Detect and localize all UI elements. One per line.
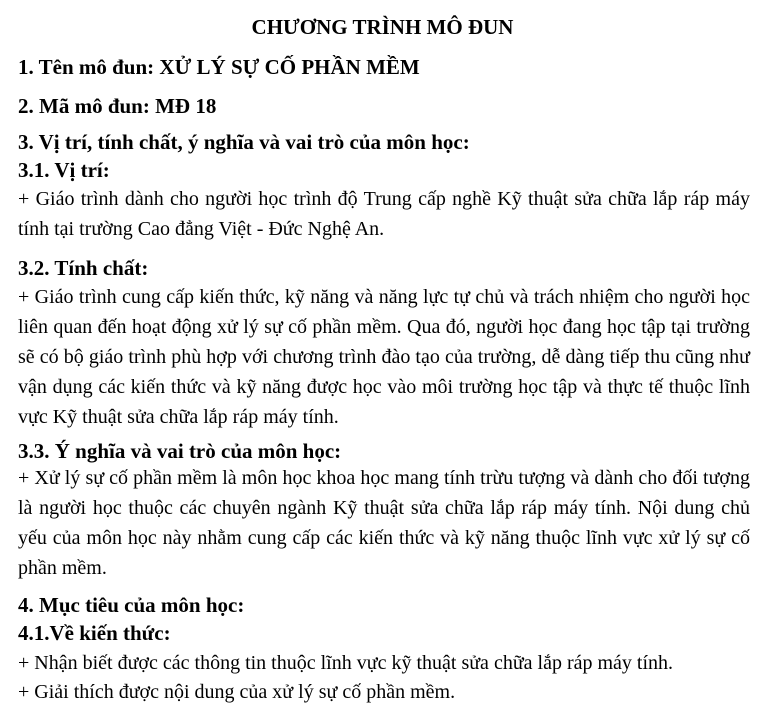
paragraph-4-1-b: + Giải thích được nội dung của xử lý sự cố phần mềm.: [18, 681, 456, 703]
heading-4-1: 4.1.Về kiến thức:: [18, 621, 171, 645]
heading-module-name: 1. Tên mô đun: XỬ LÝ SỰ CỐ PHẦN MỀM: [18, 55, 420, 79]
document-title: CHƯƠNG TRÌNH MÔ ĐUN: [251, 15, 514, 39]
heading-3-2: 3.2. Tính chất:: [18, 256, 149, 280]
paragraph-3-3: + Xử lý sự cố phần mềm là môn học khoa học mang tính trừu tượng và dành cho đối tượng là người học thuộc các chuyên ngành Kỹ thuật sửa chữa lắp ráp máy tính. Nội dung chủ yếu của môn học này nhằm cung cấp các kiến thức và kỹ năng thuộc lĩnh vực xử lý sự cố phần mềm.: [18, 467, 750, 579]
heading-3-1: 3.1. Vị trí:: [18, 158, 110, 182]
heading-module-code: 2. Mã mô đun: MĐ 18: [18, 94, 217, 118]
paragraph-3-1: + Giáo trình dành cho người học trình độ Trung cấp nghề Kỹ thuật sửa chữa lắp ráp máy tính tại trường Cao đẳng Việt - Đức Nghệ An.: [18, 188, 750, 240]
heading-3-3: 3.3. Ý nghĩa và vai trò của môn học:: [18, 439, 342, 463]
heading-section-3: 3. Vị trí, tính chất, ý nghĩa và vai trò của môn học:: [18, 130, 470, 154]
paragraph-3-2: + Giáo trình cung cấp kiến thức, kỹ năng và năng lực tự chủ và trách nhiệm cho người học liên quan đến hoạt động xử lý sự cố phần mềm. Qua đó, người học đang học tập tại trường sẽ có bộ giáo trình phù hợp với chương trình đào tạo của trường, dễ dàng tiếp thu cũng như vận dụng các kiến thức và kỹ năng được học vào môi trường học tập và thực tế thuộc lĩnh vực Kỹ thuật sửa chữa lắp ráp máy tính.: [18, 286, 750, 428]
paragraph-4-1-a: + Nhận biết được các thông tin thuộc lĩnh vực kỹ thuật sửa chữa lắp ráp máy tính.: [18, 652, 674, 674]
heading-section-4: 4. Mục tiêu của môn học:: [18, 593, 245, 617]
